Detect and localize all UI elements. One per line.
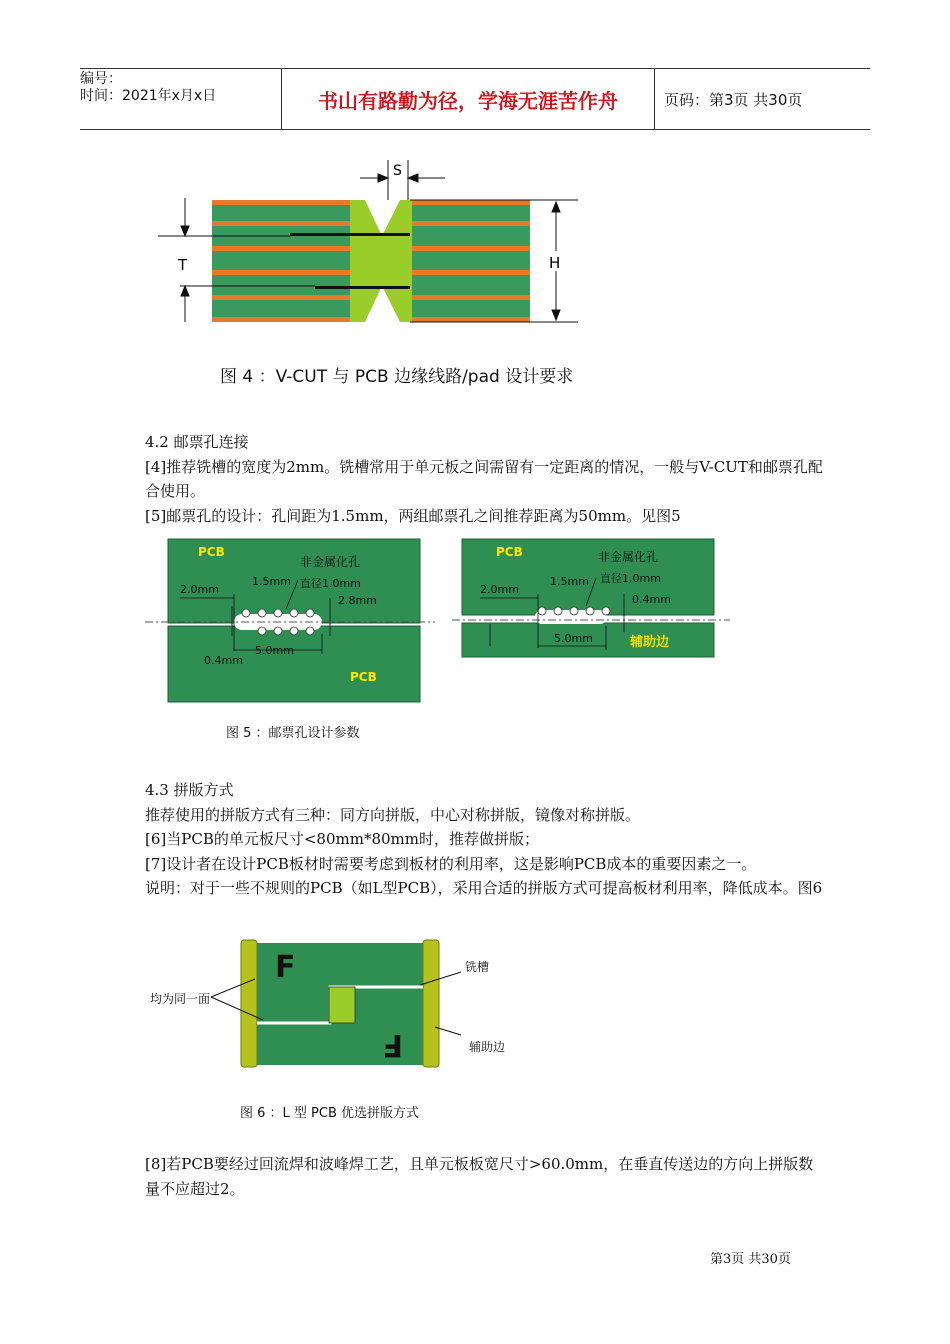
section-4-2 bbox=[145, 430, 825, 528]
dim-2-0-right: 2.0mm bbox=[480, 583, 519, 596]
diameter-right: 直径1.0mm bbox=[600, 572, 661, 585]
section-8-para-1: [8]若PCB要经过回流焊和波峰焊工艺，且单元板板宽尺寸>60.0mm，在垂直传送边的方向上拼版数量不应超过2。 bbox=[145, 1155, 814, 1198]
dimension-s bbox=[360, 160, 445, 200]
slot-label: 铣槽 bbox=[465, 960, 490, 974]
same-side-label: 均为同一面 bbox=[150, 992, 211, 1006]
page-footer: 第3页 共30页 bbox=[710, 1252, 791, 1267]
dim-0-4-right: 0.4mm bbox=[632, 593, 671, 606]
section-4-3-para-2: [6]当PCB的单元板尺寸<80mm*80mm时，推荐做拼版； bbox=[145, 830, 539, 848]
vcut-left-board bbox=[212, 200, 360, 322]
figure-6-caption: 图 6 ：L 型 PCB 优选拼版方式 bbox=[240, 1106, 420, 1121]
figure-6-l-pcb-panel bbox=[145, 935, 545, 1070]
label-s: S bbox=[393, 163, 402, 179]
letter-f-bottom: F bbox=[382, 1027, 403, 1062]
panel-left bbox=[145, 539, 435, 702]
section-4-3-para-4: 说明：对于一些不规则的PCB（如L型PCB），采用合适的拼版方式可提高板材利用率，降低成本。图6 bbox=[145, 879, 823, 897]
letter-f-top: F bbox=[275, 950, 296, 985]
label-h: H bbox=[549, 254, 561, 272]
dim-5-0-right: 5.0mm bbox=[554, 632, 593, 645]
diameter-left: 直径1.0mm bbox=[300, 577, 361, 590]
figure-4-caption: 图 4 ：V-CUT 与 PCB 边缘线路/pad 设计要求 bbox=[220, 367, 574, 387]
section-4-2-heading: 4.2 邮票孔连接 bbox=[145, 433, 249, 451]
header-motto: 书山有路勤为径，学海无涯苦作舟 bbox=[281, 69, 655, 129]
section-8 bbox=[145, 1152, 825, 1201]
aux-edge-label-fig6: 辅助边 bbox=[469, 1040, 506, 1054]
pcb-label-top-right: PCB bbox=[496, 545, 523, 559]
number-label: 编号： bbox=[80, 71, 122, 87]
header-left bbox=[80, 69, 280, 131]
section-4-2-para-1: [4]推荐铣槽的宽度为2mm。铣槽常用于单元板之间需留有一定距离的情况，一般与V-CUT和邮票孔配合使用。 bbox=[145, 457, 823, 500]
dim-2-0-left: 2.0mm bbox=[180, 583, 219, 596]
label-t: T bbox=[178, 256, 188, 274]
section-4-3 bbox=[145, 778, 825, 901]
section-4-3-para-1: 推荐使用的拼版方式有三种：同方向拼版，中心对称拼版，镜像对称拼版。 bbox=[145, 805, 641, 824]
dim-1-5-left: 1.5mm bbox=[252, 575, 291, 588]
dim-5-0-left: 5.0mm bbox=[255, 644, 294, 657]
non-metal-hole-label: 非金属化孔 bbox=[300, 555, 361, 569]
pcb-label-bottom-left: PCB bbox=[350, 670, 377, 684]
aux-edge-label-fig5: 辅助边 bbox=[630, 635, 670, 650]
date-label: 时间：2021年x月x日 bbox=[80, 88, 217, 104]
header-page-label: 页码：第3页 共30页 bbox=[664, 90, 803, 109]
dim-2-8-left: 2.8mm bbox=[338, 594, 377, 607]
section-4-3-para-3: [7]设计者在设计PCB板材时需要考虑到板材的利用率，这是影响PCB成本的重要因素之一。 bbox=[145, 854, 757, 873]
bridge-block bbox=[329, 987, 355, 1023]
non-metal-hole-label-right: 非金属化孔 bbox=[598, 550, 659, 564]
dim-0-4-left: 0.4mm bbox=[204, 654, 243, 667]
vcut-core bbox=[350, 200, 412, 322]
figure-5-stamp-hole-diagram bbox=[140, 536, 740, 706]
aux-edge-left bbox=[241, 940, 257, 1067]
figure-5-caption: 图 5 ：邮票孔设计参数 bbox=[226, 726, 360, 741]
figure-4-vcut-diagram bbox=[150, 158, 590, 333]
pcb-label-top-left: PCB bbox=[198, 545, 225, 559]
section-4-2-para-2: [5]邮票孔的设计：孔间距为1.5mm，两组邮票孔之间推荐距离为50mm。见图5 bbox=[145, 506, 681, 525]
vcut-right-board bbox=[405, 200, 530, 322]
panel-right bbox=[452, 539, 730, 657]
page-header bbox=[80, 68, 870, 130]
section-4-3-heading: 4.3 拼版方式 bbox=[145, 781, 234, 799]
aux-edge-right bbox=[423, 940, 439, 1067]
dim-1-5-right: 1.5mm bbox=[550, 575, 589, 588]
